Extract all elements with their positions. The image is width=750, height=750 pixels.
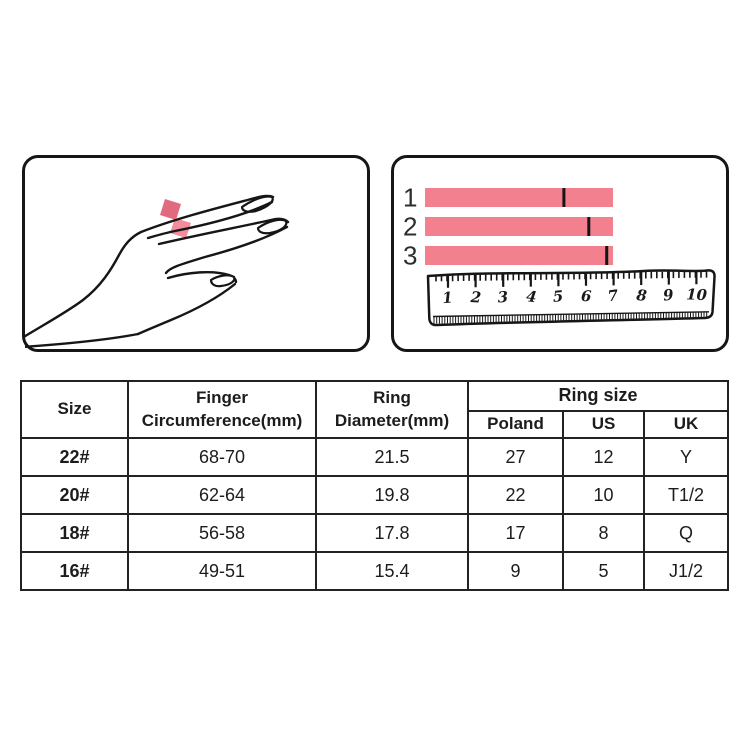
strip-3-mark	[605, 246, 608, 265]
header-size: Size	[21, 381, 128, 438]
cell-circumference: 56-58	[128, 514, 316, 552]
strip-label-1: 1	[403, 182, 418, 213]
measuring-strip-3	[425, 246, 613, 265]
header-circumference-line2: Circumference(mm)	[141, 410, 303, 430]
ring-size-table	[20, 380, 729, 591]
cell-poland: 27	[468, 438, 563, 476]
cell-uk: T1/2	[644, 476, 728, 514]
cell-poland: 9	[468, 552, 563, 590]
ruler-number: 10	[685, 285, 708, 305]
header-us: US	[563, 411, 644, 438]
table-row	[21, 552, 728, 590]
cell-diameter: 21.5	[316, 438, 468, 476]
header-poland: Poland	[468, 411, 563, 438]
measuring-strips-panel	[391, 155, 729, 352]
header-diameter	[316, 381, 468, 438]
cell-circumference: 68-70	[128, 438, 316, 476]
cell-size: 18#	[21, 514, 128, 552]
wrist-bottom	[25, 334, 138, 347]
table-row	[21, 514, 728, 552]
ruler-number: 6	[580, 286, 592, 306]
header-diameter-line1: Ring	[373, 388, 411, 408]
strip-label-3: 3	[403, 240, 418, 271]
cell-diameter: 19.8	[316, 476, 468, 514]
ruler-number: 5	[551, 287, 564, 306]
ruler-number: 8	[635, 286, 648, 305]
ruler-icon	[428, 270, 715, 325]
header-diameter-line2: Diameter(mm)	[334, 410, 450, 430]
strip-label-2: 2	[403, 211, 418, 242]
ruler-number: 2	[470, 288, 482, 307]
ruler-number: 3	[497, 287, 509, 307]
table-row	[21, 476, 728, 514]
header-ring-size-group: Ring size	[468, 381, 728, 411]
cell-diameter: 17.8	[316, 514, 468, 552]
cell-uk: J1/2	[644, 552, 728, 590]
cell-uk: Y	[644, 438, 728, 476]
strip-2-mark	[587, 217, 590, 236]
ruler-number: 1	[441, 288, 454, 308]
cell-us: 10	[563, 476, 644, 514]
cell-uk: Q	[644, 514, 728, 552]
header-circumference-line1: Finger	[196, 388, 248, 408]
hand-with-ring-band-icon	[25, 158, 367, 349]
cell-circumference: 62-64	[128, 476, 316, 514]
table-row	[21, 438, 728, 476]
ruler-number: 4	[525, 287, 538, 307]
measuring-strip-1	[425, 188, 613, 207]
ring-fingernail	[211, 275, 234, 286]
header-circumference	[128, 381, 316, 438]
cell-size: 20#	[21, 476, 128, 514]
cell-circumference: 49-51	[128, 552, 316, 590]
ring-finger-bottom	[138, 284, 235, 334]
cell-size: 16#	[21, 552, 128, 590]
cell-us: 8	[563, 514, 644, 552]
measuring-strip-2	[425, 217, 613, 236]
cell-size: 22#	[21, 438, 128, 476]
cell-us: 5	[563, 552, 644, 590]
ruler-number: 9	[662, 285, 675, 305]
ruler-number: 7	[606, 286, 620, 306]
cell-diameter: 15.4	[316, 552, 468, 590]
ring-band-upper	[160, 199, 181, 220]
cell-poland: 22	[468, 476, 563, 514]
strip-1-mark	[562, 188, 565, 207]
cell-poland: 17	[468, 514, 563, 552]
cell-us: 12	[563, 438, 644, 476]
header-uk: UK	[644, 411, 728, 438]
hand-illustration-panel	[22, 155, 370, 352]
